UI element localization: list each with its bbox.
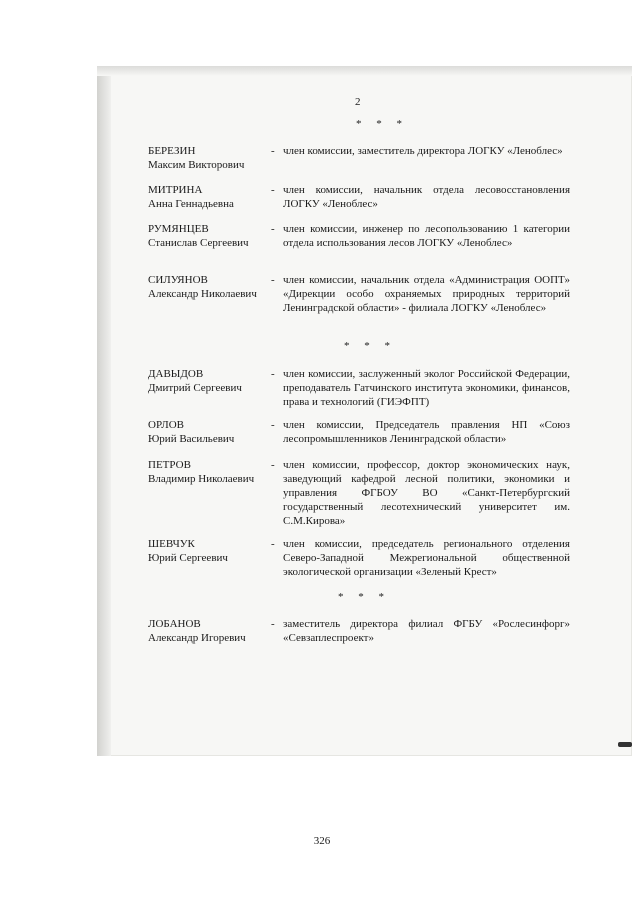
footer-page-number: 326 — [313, 835, 331, 847]
dash: - — [271, 223, 275, 235]
scan-mark — [618, 742, 632, 747]
member-given-name: Александр Игоревич — [148, 632, 246, 644]
member-name — [148, 617, 273, 645]
member-role: член комиссии, председатель регионального отделения Северо-Западной Межрегиональной общественной экологической организации «Зеленый Крест» — [283, 538, 570, 578]
member-surname: ШЕВЧУК — [148, 538, 195, 550]
dash: - — [271, 274, 275, 286]
member-surname: ДАВЫДОВ — [148, 368, 204, 380]
member-surname: СИЛУЯНОВ — [148, 274, 208, 286]
member-role: член комиссии, заслуженный эколог Российской Федерации, преподаватель Гатчинского института экономики, финансов, права и технологий (ГИЭФПТ) — [283, 368, 570, 408]
member-surname: РУМЯНЦЕВ — [148, 223, 209, 235]
member-name — [148, 458, 273, 486]
member-name — [148, 537, 273, 565]
dash: - — [271, 618, 275, 630]
member-role: член комиссии, начальник отдела лесовосстановления ЛОГКУ «Леноблес» — [283, 184, 570, 210]
dash: - — [271, 419, 275, 431]
member-given-name: Юрий Васильевич — [148, 433, 235, 445]
dash: - — [271, 145, 275, 157]
member-surname: БЕРЕЗИН — [148, 145, 196, 157]
dash: - — [271, 538, 275, 550]
separator-3: * * * — [338, 591, 390, 603]
scan-edge-top — [97, 66, 632, 76]
member-given-name: Анна Геннадьевна — [148, 198, 234, 210]
member-given-name: Юрий Сергеевич — [148, 552, 228, 564]
member-given-name: Александр Николаевич — [148, 288, 257, 300]
separator-2: * * * — [344, 340, 396, 352]
member-surname: ЛОБАНОВ — [148, 618, 201, 630]
scan-edge-left — [97, 66, 111, 756]
member-name — [148, 183, 273, 211]
member-name — [148, 273, 273, 301]
member-surname: ПЕТРОВ — [148, 459, 191, 471]
member-name — [148, 222, 273, 250]
member-name — [148, 144, 273, 172]
page-number-top: 2 — [355, 96, 361, 108]
member-role: заместитель директора филиал ФГБУ «Рослесинфорг» «Севзаплеспроект» — [283, 618, 570, 644]
dash: - — [271, 459, 275, 471]
member-role: член комиссии, инженер по лесопользованию 1 категории отдела использования лесов ЛОГКУ «Леноблес» — [283, 223, 570, 249]
member-role: член комиссии, Председатель правления НП «Союз лесопромышленников Ленинградской области» — [283, 419, 570, 445]
dash: - — [271, 368, 275, 380]
member-name — [148, 367, 273, 395]
member-role: член комиссии, профессор, доктор экономических наук, заведующий кафедрой лесной политики, экономики и управления ФГБОУ ВО «Санкт-Петербургский государственный лесотехнический университет им. С.М.Кирова» — [283, 459, 570, 527]
separator-1: * * * — [356, 118, 408, 130]
member-surname: ОРЛОВ — [148, 419, 184, 431]
member-given-name: Владимир Николаевич — [148, 473, 255, 485]
member-surname: МИТРИНА — [148, 184, 203, 196]
member-role: член комиссии, заместитель директора ЛОГКУ «Леноблес» — [283, 145, 563, 157]
member-role: член комиссии, начальник отдела «Администрация ООПТ» «Дирекции особо охраняемых природных территорий Ленинградской области» - филиала ЛОГКУ «Леноблес» — [283, 274, 570, 314]
member-given-name: Дмитрий Сергеевич — [148, 382, 242, 394]
member-given-name: Станислав Сергеевич — [148, 237, 249, 249]
member-name — [148, 418, 273, 446]
member-given-name: Максим Викторович — [148, 159, 245, 171]
dash: - — [271, 184, 275, 196]
